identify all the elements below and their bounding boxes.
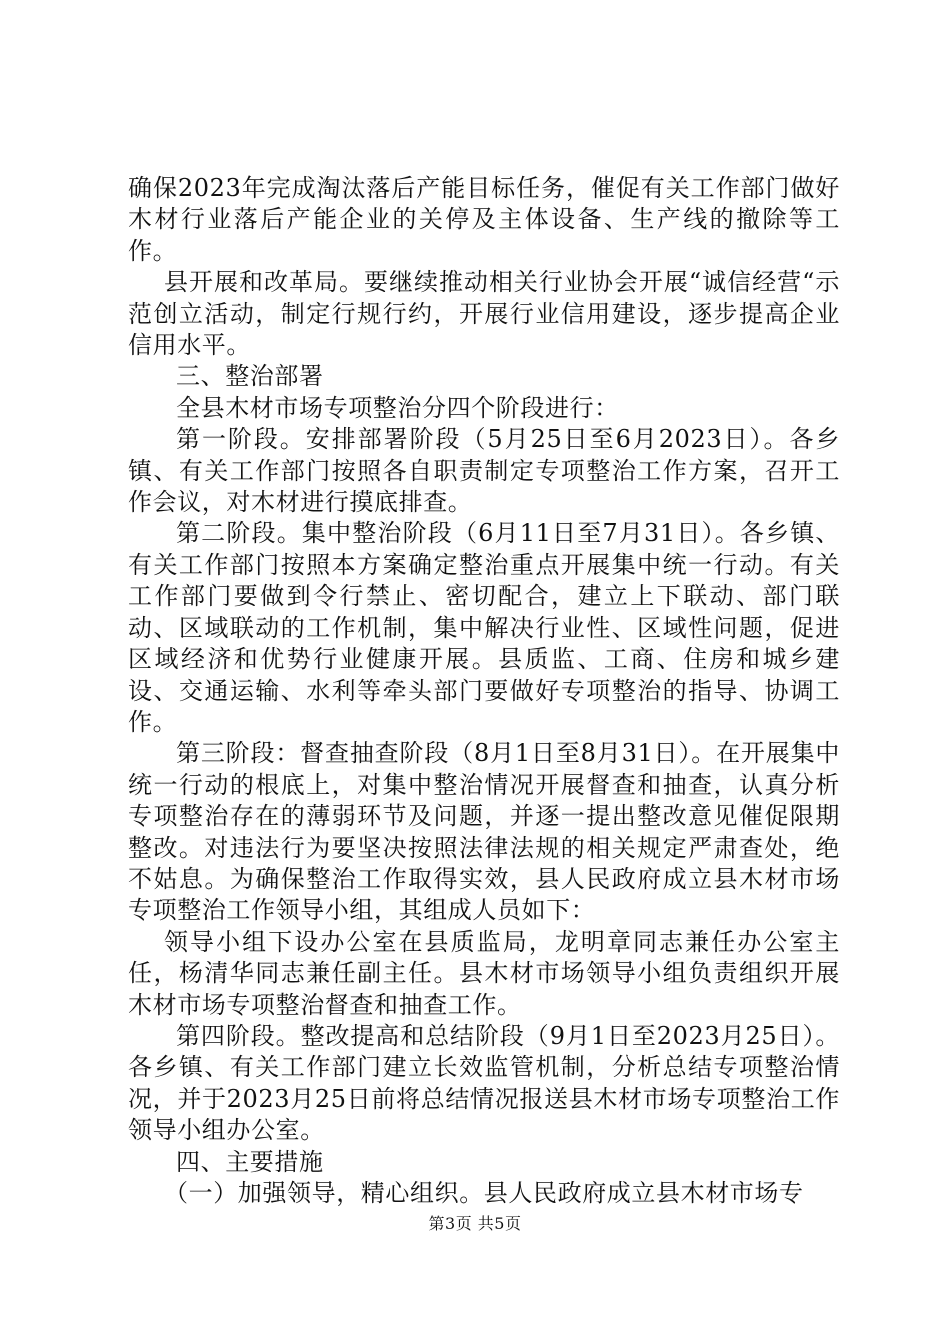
page-number-footer: 第3页 共5页: [428, 1214, 522, 1233]
paragraph-stage-one: 第一阶段。安排部署阶段（5月25日至6月2023日）。各乡镇、有关工作部门按照各自职责制定专项整治工作方案，召开工作会议，对木材进行摸底排查。: [128, 425, 840, 517]
paragraph-stage-three: 第三阶段：督查抽查阶段（8月1日至8月31日）。在开展集中统一行动的根底上，对集中整治情况开展督查和抽查，认真分析专项整治存在的薄弱环节及问题，并逐一提出整改意见催促限期整改。对违法行为要坚决按照法律法规的相关规定严肃查处，绝不姑息。为确保整治工作取得实效，县人民政府成立县木材市场专项整治工作领导小组，其组成人员如下：: [128, 739, 840, 925]
paragraph-stage-two: 第二阶段。集中整治阶段（6月11日至7月31日）。各乡镇、有关工作部门按照本方案确定整治重点开展集中统一行动。有关工作部门要做到令行禁止、密切配合，建立上下联动、部门联动、区域联动的工作机制，集中解决行业性、区域性问题，促进区域经济和优势行业健康开展。县质监、工商、住房和城乡建设、交通运输、水利等牵头部门要做好专项整治的指导、协调工作。: [128, 519, 840, 736]
document-body: [128, 173, 840, 1209]
paragraph-continuation: 确保2023年完成淘汰落后产能目标任务，催促有关工作部门做好木材行业落后产能企业的关停及主体设备、生产线的撤除等工作。: [128, 174, 840, 265]
paragraph-leading-group-office: 领导小组下设办公室在县质监局，龙明章同志兼任办公室主任，杨清华同志兼任副主任。县木材市场领导小组负责组织开展木材市场专项整治督查和抽查工作。: [128, 927, 840, 1019]
section-heading-deployment: 三、整治部署: [176, 362, 324, 391]
paragraph-stage-four: 第四阶段。整改提高和总结阶段（9月1日至2023月25日）。各乡镇、有关工作部门建立长效监管机制，分析总结专项整治情况，并于2023月25日前将总结情况报送县木材市场专项整治工作领导小组办公室。: [128, 1021, 840, 1145]
paragraph-four-stages-intro: 全县木材市场专项整治分四个阶段进行：: [176, 393, 619, 422]
section-heading-main-measures: 四、主要措施: [176, 1147, 324, 1176]
paragraph-development-bureau: 县开展和改革局。要继续推动相关行业协会开展“诚信经营“示范创立活动，制定行规行约，开展行业信用建设，逐步提高企业信用水平。: [128, 268, 840, 360]
paragraph-measure-one: （一）加强领导，精心组织。县人民政府成立县木材市场专: [164, 1179, 804, 1207]
